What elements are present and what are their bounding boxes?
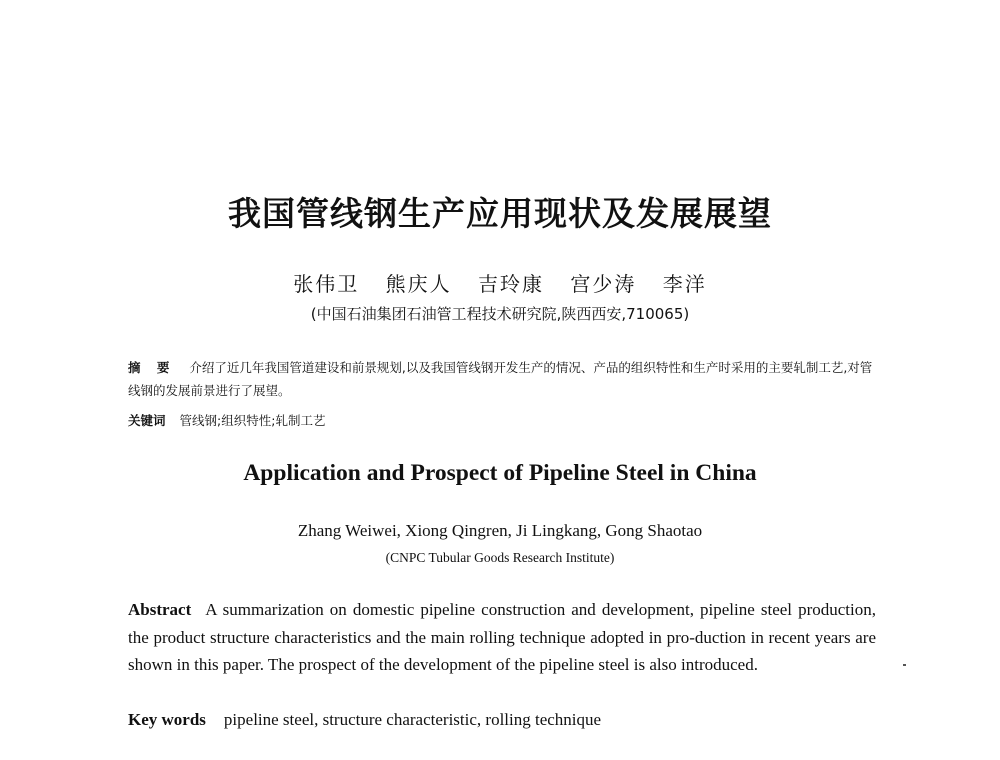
chinese-keywords-text: 管线钢;组织特性;轧制工艺 xyxy=(179,413,326,428)
chinese-title: 我国管线钢生产应用现状及发展展望 xyxy=(228,194,772,233)
english-affiliation: (CNPC Tubular Goods Research Institute) xyxy=(385,550,615,565)
chinese-keywords-label: 关键词 xyxy=(128,413,166,428)
chinese-abstract-text: 介绍了近几年我国管道建设和前景规划,以及我国管线钢开发生产的情况、产品的组织特性和生产时采用的主要轧制工艺,对管线钢的发展前景进行了展望。 xyxy=(128,360,873,398)
scan-speck xyxy=(903,664,906,666)
english-keywords-label: Key words xyxy=(128,710,206,729)
english-abstract-text: A summarization on domestic pipeline construction and development, pipeline steel production, the product structure characteristics and the main rolling technique adopted in pro-duction in recent years are shown in this paper. The prospect of the development of the pipeline steel is also introduced. xyxy=(128,600,876,674)
chinese-abstract-label: 摘 要 xyxy=(128,360,176,375)
english-abstract-label: Abstract xyxy=(128,600,192,619)
english-keywords-text: pipeline steel, structure characteristic, rolling technique xyxy=(223,710,602,729)
english-authors: Zhang Weiwei, Xiong Qingren, Ji Lingkang, Gong Shaotao xyxy=(297,521,703,540)
chinese-keywords xyxy=(128,409,880,432)
chinese-affiliation: (中国石油集团石油管工程技术研究院,陕西西安,710065) xyxy=(310,305,690,323)
chinese-abstract xyxy=(128,356,880,402)
chinese-authors: 张伟卫 熊庆人 吉玲康 宫少涛 李洋 xyxy=(293,272,707,296)
english-title: Application and Prospect of Pipeline Steel in China xyxy=(243,460,757,486)
english-abstract xyxy=(128,596,876,679)
english-keywords xyxy=(128,706,876,734)
